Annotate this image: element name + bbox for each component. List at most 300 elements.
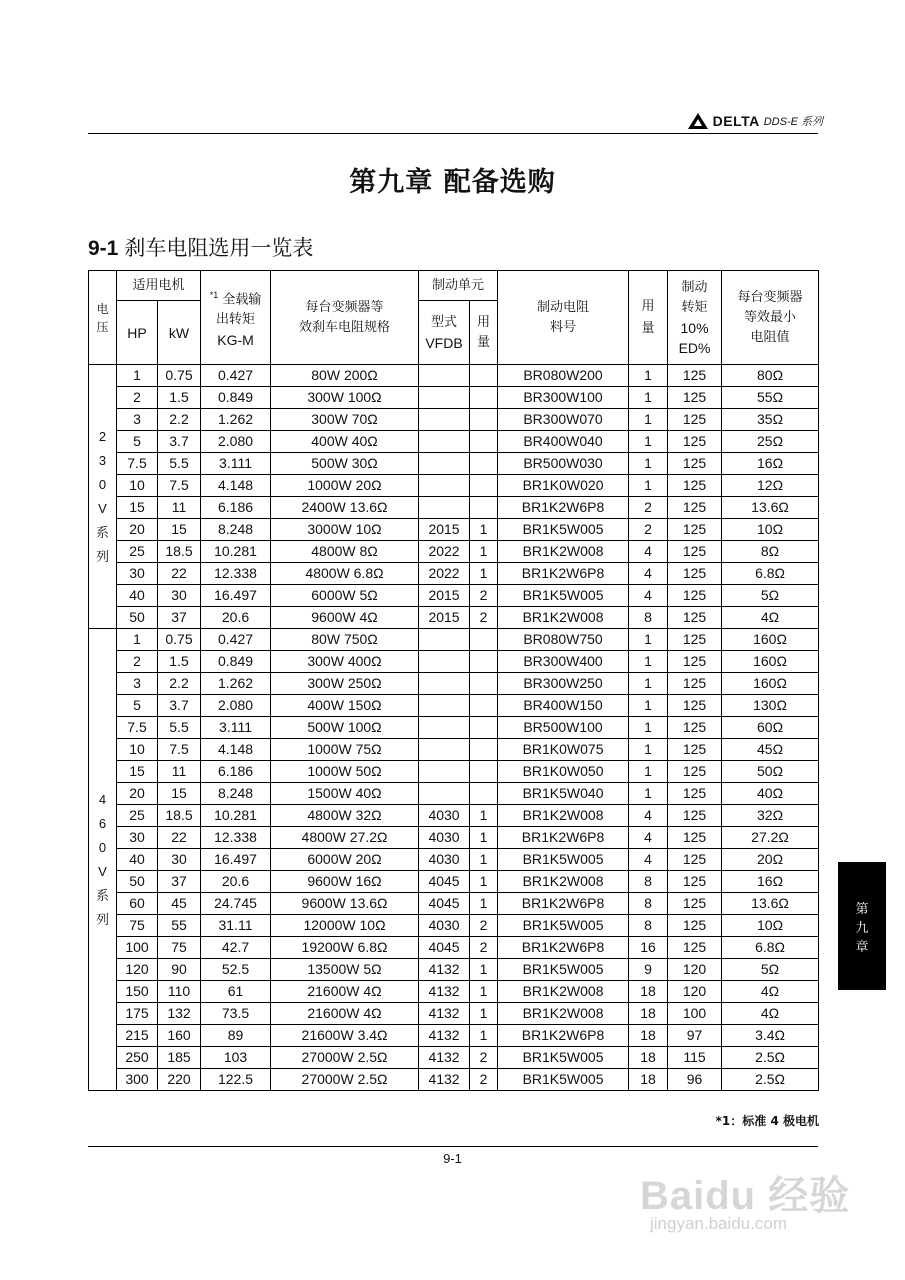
cell-min-resistance: 6.8Ω [722,563,819,585]
cell-spec: 4800W 8Ω [271,541,419,563]
cell-torque: 89 [201,1025,271,1047]
cell-kw: 30 [158,585,201,607]
cell-unit-qty [470,365,498,387]
cell-min-resistance: 2.5Ω [722,1069,819,1091]
cell-torque: 73.5 [201,1003,271,1025]
cell-brake-torque: 125 [668,717,722,739]
table-row [89,365,819,387]
cell-qty: 1 [629,431,668,453]
cell-hp: 120 [117,959,158,981]
cell-min-resistance: 10Ω [722,519,819,541]
cell-unit-model: 4132 [419,1003,470,1025]
cell-qty: 8 [629,607,668,629]
cell-kw: 0.75 [158,629,201,651]
cell-brake-torque: 96 [668,1069,722,1091]
table-row [89,475,819,497]
cell-brake-torque: 115 [668,1047,722,1069]
cell-qty: 1 [629,695,668,717]
cell-hp: 15 [117,761,158,783]
cell-qty: 18 [629,981,668,1003]
cell-unit-qty [470,431,498,453]
table-row [89,761,819,783]
cell-hp: 5 [117,431,158,453]
cell-resistor: BR500W030 [498,453,629,475]
cell-resistor: BR1K2W6P8 [498,563,629,585]
cell-unit-model: 4132 [419,1047,470,1069]
cell-hp: 50 [117,871,158,893]
table-row [89,519,819,541]
cell-unit-qty: 1 [470,959,498,981]
cell-kw: 37 [158,871,201,893]
cell-min-resistance: 13.6Ω [722,497,819,519]
header-hp: HP [117,301,158,365]
cell-unit-qty [470,629,498,651]
cell-min-resistance: 4Ω [722,1003,819,1025]
cell-unit-model [419,431,470,453]
cell-resistor: BR1K2W008 [498,805,629,827]
cell-min-resistance: 50Ω [722,761,819,783]
table-row [89,805,819,827]
cell-torque: 24.745 [201,893,271,915]
cell-hp: 7.5 [117,453,158,475]
series-label: DDS-E 系列 [763,116,823,128]
cell-resistor: BR300W070 [498,409,629,431]
brand-header [687,112,823,130]
cell-spec: 300W 100Ω [271,387,419,409]
header-qty: 用量 [629,271,668,365]
header-voltage: 电 压 [89,271,117,365]
cell-unit-qty [470,695,498,717]
cell-hp: 215 [117,1025,158,1047]
cell-spec: 19200W 6.8Ω [271,937,419,959]
cell-unit-model: 2015 [419,519,470,541]
cell-unit-qty [470,409,498,431]
cell-unit-qty [470,761,498,783]
cell-brake-torque: 125 [668,849,722,871]
table-row [89,717,819,739]
cell-resistor: BR1K0W050 [498,761,629,783]
cell-torque: 6.186 [201,761,271,783]
cell-unit-qty [470,739,498,761]
cell-torque: 2.080 [201,695,271,717]
table-row [89,915,819,937]
cell-unit-qty: 1 [470,1025,498,1047]
cell-unit-model [419,717,470,739]
cell-kw: 1.5 [158,651,201,673]
cell-torque: 0.849 [201,387,271,409]
cell-kw: 5.5 [158,717,201,739]
cell-brake-torque: 125 [668,893,722,915]
cell-resistor: BR1K5W005 [498,519,629,541]
cell-brake-torque: 125 [668,475,722,497]
cell-hp: 7.5 [117,717,158,739]
cell-brake-torque: 125 [668,695,722,717]
cell-spec: 400W 150Ω [271,695,419,717]
cell-qty: 18 [629,1069,668,1091]
table-row [89,431,819,453]
cell-kw: 220 [158,1069,201,1091]
cell-unit-model: 4030 [419,849,470,871]
cell-brake-torque: 125 [668,409,722,431]
table-row [89,981,819,1003]
cell-torque: 0.427 [201,629,271,651]
cell-spec: 1500W 40Ω [271,783,419,805]
cell-brake-torque: 125 [668,871,722,893]
footnote-marker: *1 [209,289,219,300]
cell-spec: 9600W 4Ω [271,607,419,629]
header-kw: kW [158,301,201,365]
cell-brake-torque: 120 [668,981,722,1003]
cell-unit-model [419,673,470,695]
cell-spec: 6000W 5Ω [271,585,419,607]
cell-kw: 11 [158,761,201,783]
cell-unit-model: 2022 [419,541,470,563]
cell-brake-torque: 125 [668,541,722,563]
cell-brake-torque: 125 [668,827,722,849]
cell-resistor: BR1K0W020 [498,475,629,497]
cell-kw: 2.2 [158,673,201,695]
cell-min-resistance: 4Ω [722,981,819,1003]
cell-unit-model [419,629,470,651]
cell-qty: 4 [629,563,668,585]
cell-hp: 40 [117,585,158,607]
cell-torque: 8.248 [201,783,271,805]
cell-unit-qty: 2 [470,607,498,629]
cell-hp: 150 [117,981,158,1003]
cell-unit-model: 4030 [419,827,470,849]
cell-hp: 5 [117,695,158,717]
table-row [89,409,819,431]
cell-brake-torque: 120 [668,959,722,981]
table-body [89,365,819,1091]
cell-unit-qty: 2 [470,915,498,937]
cell-spec: 300W 400Ω [271,651,419,673]
cell-resistor: BR400W040 [498,431,629,453]
cell-unit-qty: 2 [470,1069,498,1091]
table-row [89,871,819,893]
cell-unit-qty: 1 [470,1003,498,1025]
cell-qty: 8 [629,871,668,893]
cell-resistor: BR1K5W005 [498,1047,629,1069]
cell-torque: 20.6 [201,871,271,893]
cell-brake-torque: 125 [668,365,722,387]
cell-resistor: BR1K5W005 [498,959,629,981]
cell-torque: 3.111 [201,717,271,739]
cell-resistor: BR1K2W008 [498,541,629,563]
cell-unit-qty: 1 [470,849,498,871]
cell-unit-model [419,387,470,409]
table-row [89,1069,819,1091]
cell-min-resistance: 6.8Ω [722,937,819,959]
cell-spec: 12000W 10Ω [271,915,419,937]
cell-spec: 21600W 3.4Ω [271,1025,419,1047]
cell-qty: 1 [629,409,668,431]
cell-torque: 0.427 [201,365,271,387]
cell-min-resistance: 20Ω [722,849,819,871]
cell-min-resistance: 3.4Ω [722,1025,819,1047]
cell-torque: 20.6 [201,607,271,629]
cell-spec: 500W 30Ω [271,453,419,475]
cell-hp: 3 [117,673,158,695]
cell-resistor: BR1K5W005 [498,585,629,607]
section-title-text: 刹车电阻选用一览表 [124,236,314,260]
cell-torque: 61 [201,981,271,1003]
series-460v-label: 460V系列 [89,629,117,1091]
table-row [89,497,819,519]
cell-hp: 20 [117,783,158,805]
cell-unit-model: 4045 [419,871,470,893]
cell-hp: 300 [117,1069,158,1091]
cell-min-resistance: 5Ω [722,585,819,607]
cell-min-resistance: 60Ω [722,717,819,739]
cell-unit-qty [470,673,498,695]
cell-unit-model [419,475,470,497]
brand-name: DELTA [712,113,760,129]
cell-brake-torque: 125 [668,431,722,453]
cell-spec: 400W 40Ω [271,431,419,453]
cell-min-resistance: 25Ω [722,431,819,453]
cell-unit-model: 2015 [419,585,470,607]
cell-unit-qty [470,453,498,475]
header-min-resistance: 每台变频器 等效最小 电阻值 [722,271,819,365]
table-row [89,673,819,695]
cell-spec: 21600W 4Ω [271,1003,419,1025]
cell-min-resistance: 8Ω [722,541,819,563]
cell-resistor: BR1K2W008 [498,981,629,1003]
cell-resistor: BR400W150 [498,695,629,717]
cell-qty: 18 [629,1047,668,1069]
cell-torque: 4.148 [201,475,271,497]
cell-qty: 1 [629,739,668,761]
cell-unit-qty: 1 [470,541,498,563]
cell-torque: 8.248 [201,519,271,541]
cell-qty: 8 [629,915,668,937]
header-divider [88,133,818,134]
header-spec: 每台变频器等 效刹车电阻规格 [271,271,419,365]
table-row [89,959,819,981]
cell-kw: 7.5 [158,475,201,497]
cell-resistor: BR300W400 [498,651,629,673]
cell-min-resistance: 32Ω [722,805,819,827]
cell-unit-model [419,739,470,761]
cell-kw: 30 [158,849,201,871]
cell-brake-torque: 125 [668,497,722,519]
table-row [89,1003,819,1025]
cell-torque: 52.5 [201,959,271,981]
cell-qty: 1 [629,651,668,673]
cell-min-resistance: 2.5Ω [722,1047,819,1069]
section-title [88,232,313,262]
table-row [89,695,819,717]
cell-resistor: BR300W250 [498,673,629,695]
cell-unit-model: 2015 [419,607,470,629]
cell-hp: 15 [117,497,158,519]
cell-min-resistance: 160Ω [722,673,819,695]
cell-min-resistance: 16Ω [722,453,819,475]
cell-torque: 16.497 [201,849,271,871]
cell-torque: 31.11 [201,915,271,937]
cell-unit-qty: 2 [470,937,498,959]
cell-spec: 80W 200Ω [271,365,419,387]
cell-torque: 3.111 [201,453,271,475]
table-row [89,607,819,629]
watermark-url: jingyan.baidu.com [650,1214,788,1233]
cell-hp: 75 [117,915,158,937]
cell-resistor: BR1K2W008 [498,871,629,893]
cell-spec: 80W 750Ω [271,629,419,651]
cell-unit-model: 4132 [419,1069,470,1091]
cell-spec: 4800W 32Ω [271,805,419,827]
cell-torque: 4.148 [201,739,271,761]
cell-spec: 4800W 6.8Ω [271,563,419,585]
cell-qty: 2 [629,497,668,519]
cell-torque: 16.497 [201,585,271,607]
cell-spec: 9600W 16Ω [271,871,419,893]
cell-min-resistance: 12Ω [722,475,819,497]
cell-qty: 4 [629,849,668,871]
table-row [89,783,819,805]
cell-brake-torque: 125 [668,673,722,695]
cell-hp: 40 [117,849,158,871]
cell-unit-qty [470,717,498,739]
cell-brake-torque: 125 [668,453,722,475]
cell-qty: 1 [629,387,668,409]
cell-hp: 30 [117,827,158,849]
cell-unit-model: 4132 [419,959,470,981]
cell-resistor: BR1K5W005 [498,1069,629,1091]
cell-unit-model [419,695,470,717]
cell-resistor: BR1K0W075 [498,739,629,761]
footer-divider [88,1146,818,1147]
cell-spec: 1000W 50Ω [271,761,419,783]
cell-kw: 185 [158,1047,201,1069]
cell-hp: 3 [117,409,158,431]
cell-torque: 10.281 [201,541,271,563]
section-number: 9-1 [88,237,119,260]
table-row [89,629,819,651]
cell-unit-qty [470,475,498,497]
cell-unit-qty: 2 [470,1047,498,1069]
cell-spec: 27000W 2.5Ω [271,1047,419,1069]
cell-qty: 4 [629,805,668,827]
delta-logo-icon [687,112,709,130]
cell-min-resistance: 4Ω [722,607,819,629]
cell-spec: 21600W 4Ω [271,981,419,1003]
table-row [89,651,819,673]
cell-kw: 2.2 [158,409,201,431]
cell-qty: 8 [629,893,668,915]
cell-kw: 37 [158,607,201,629]
cell-unit-model [419,497,470,519]
cell-qty: 1 [629,717,668,739]
series-230v-label: 230V系列 [89,365,117,629]
cell-torque: 6.186 [201,497,271,519]
cell-unit-qty: 1 [470,563,498,585]
table-row [89,387,819,409]
cell-kw: 5.5 [158,453,201,475]
cell-brake-torque: 125 [668,937,722,959]
cell-hp: 25 [117,541,158,563]
cell-unit-qty [470,497,498,519]
cell-resistor: BR1K2W6P8 [498,1025,629,1047]
cell-min-resistance: 55Ω [722,387,819,409]
cell-min-resistance: 5Ω [722,959,819,981]
cell-unit-model: 4030 [419,805,470,827]
cell-hp: 30 [117,563,158,585]
cell-brake-torque: 125 [668,739,722,761]
table-row [89,585,819,607]
cell-spec: 3000W 10Ω [271,519,419,541]
cell-torque: 0.849 [201,651,271,673]
cell-kw: 22 [158,827,201,849]
cell-resistor: BR1K2W008 [498,607,629,629]
brake-resistor-table [88,270,819,1091]
cell-hp: 25 [117,805,158,827]
cell-torque: 12.338 [201,563,271,585]
cell-kw: 55 [158,915,201,937]
cell-brake-torque: 100 [668,1003,722,1025]
cell-brake-torque: 125 [668,585,722,607]
cell-qty: 1 [629,629,668,651]
cell-unit-qty: 1 [470,519,498,541]
cell-unit-model: 4132 [419,1025,470,1047]
cell-hp: 10 [117,475,158,497]
cell-unit-qty: 1 [470,981,498,1003]
cell-brake-torque: 125 [668,387,722,409]
cell-resistor: BR080W750 [498,629,629,651]
cell-qty: 2 [629,519,668,541]
cell-kw: 0.75 [158,365,201,387]
cell-hp: 50 [117,607,158,629]
cell-spec: 1000W 20Ω [271,475,419,497]
cell-unit-model: 4132 [419,981,470,1003]
cell-hp: 60 [117,893,158,915]
cell-resistor: BR1K2W6P8 [498,827,629,849]
cell-kw: 11 [158,497,201,519]
cell-unit-qty: 2 [470,585,498,607]
cell-unit-qty [470,783,498,805]
cell-resistor: BR500W100 [498,717,629,739]
cell-qty: 1 [629,475,668,497]
cell-unit-model: 4045 [419,893,470,915]
cell-torque: 103 [201,1047,271,1069]
cell-hp: 100 [117,937,158,959]
table-row [89,541,819,563]
cell-brake-torque: 125 [668,629,722,651]
cell-brake-torque: 97 [668,1025,722,1047]
cell-hp: 250 [117,1047,158,1069]
table-row [89,893,819,915]
table-row [89,453,819,475]
cell-unit-model [419,761,470,783]
cell-resistor: BR1K2W6P8 [498,937,629,959]
cell-torque: 12.338 [201,827,271,849]
cell-resistor: BR1K2W008 [498,1003,629,1025]
cell-spec: 1000W 75Ω [271,739,419,761]
chapter-title: 第九章 配备选购 [349,167,556,198]
cell-kw: 75 [158,937,201,959]
cell-torque: 42.7 [201,937,271,959]
header-brake-unit: 制动单元 [419,271,498,301]
cell-unit-model [419,651,470,673]
cell-spec: 500W 100Ω [271,717,419,739]
cell-unit-model [419,365,470,387]
cell-kw: 3.7 [158,431,201,453]
cell-torque: 10.281 [201,805,271,827]
cell-resistor: BR080W200 [498,365,629,387]
cell-kw: 1.5 [158,387,201,409]
table-row [89,937,819,959]
